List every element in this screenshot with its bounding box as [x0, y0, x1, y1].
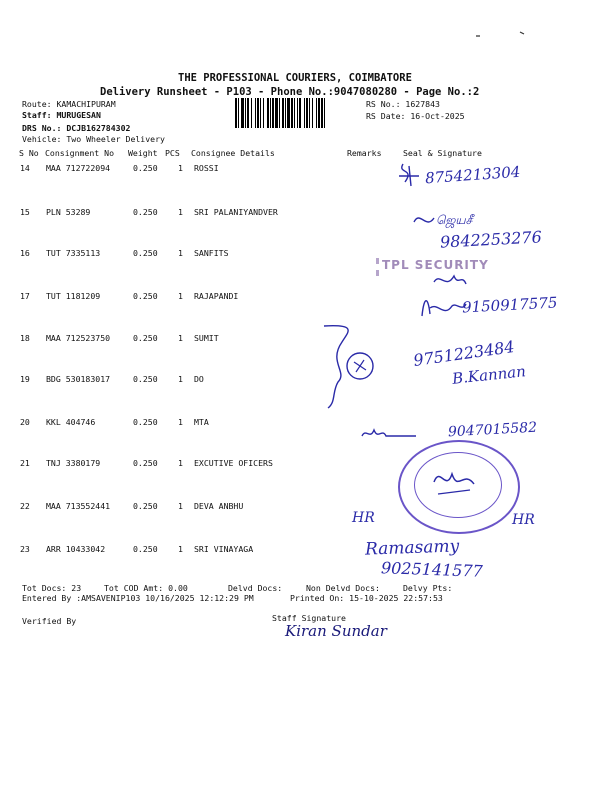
handwritten-name-23: Ramasamy — [364, 536, 460, 560]
non-delivered-docs: Non Delvd Docs: — [306, 583, 380, 593]
col-header-weight: Weight — [128, 148, 158, 158]
col-header-remarks: Remarks — [347, 148, 382, 158]
cell-consignment-no: TUT 1181209 — [46, 291, 101, 301]
col-header-seal: Seal & Signature — [403, 148, 482, 158]
handwritten-phone-23: 9025141577 — [380, 558, 484, 581]
barcode-image — [235, 98, 361, 128]
staff-signature-label: Staff Signature — [272, 613, 346, 623]
signature-mark-14 — [395, 160, 425, 190]
cell-pcs: 1 — [178, 501, 183, 511]
cell-consignee: SUMIT — [194, 333, 219, 343]
entered-by: Entered By :AMSAVENIP103 10/16/2025 12:12:29 PM — [22, 593, 254, 603]
route-label: Route: KAMACHIPURAM — [22, 99, 116, 109]
cell-consignment-no: ARR 10433042 — [46, 544, 106, 554]
cell-sno: 14 — [20, 163, 30, 173]
cell-consignment-no: PLN 53289 — [46, 207, 91, 217]
security-stamp: TPL SECURITY — [376, 258, 498, 276]
top-right-marks — [470, 28, 530, 42]
cell-pcs: 1 — [178, 291, 183, 301]
company-title: THE PROFESSIONAL COURIERS, COIMBATORE — [178, 72, 412, 84]
vehicle-label: Vehicle: Two Wheeler Delivery — [22, 134, 165, 144]
delivery-points: Delvy Pts: — [403, 583, 453, 593]
signature-mark-17 — [418, 292, 468, 322]
cell-consignee: DO — [194, 374, 204, 384]
drs-number: DRS No.: DCJB162784302 — [22, 123, 131, 133]
cell-sno: 20 — [20, 417, 30, 427]
cell-sno: 19 — [20, 374, 30, 384]
cell-consignment-no: BDG 530183017 — [46, 374, 111, 384]
cell-consignee: EXCUTIVE OFICERS — [194, 458, 273, 468]
signature-mark-18 — [318, 322, 388, 412]
signature-mark-21 — [430, 462, 480, 502]
cell-sno: 18 — [20, 333, 30, 343]
handwritten-name-19: B.Kannan — [451, 362, 527, 388]
rs-number: RS No.: 1627843 — [366, 99, 440, 109]
cell-consignee: RAJAPANDI — [194, 291, 239, 301]
cell-weight: 0.250 — [133, 544, 158, 554]
handwritten-name-16: ஜெயசீ — [436, 213, 473, 227]
col-header-sno: S No — [19, 148, 39, 158]
cell-consignment-no: TUT 7335113 — [46, 248, 101, 258]
cell-consignee: MTA — [194, 417, 209, 427]
cell-consignee: SRI PALANIYANDVER — [194, 207, 278, 217]
cell-weight: 0.250 — [133, 374, 158, 384]
col-header-consignment: Consignment No — [45, 148, 115, 158]
cell-sno: 15 — [20, 207, 30, 217]
cell-pcs: 1 — [178, 417, 183, 427]
handwritten-phone-20: 9047015582 — [447, 419, 538, 441]
verified-by-label: Verified By — [22, 616, 77, 626]
cell-consignment-no: TNJ 3380179 — [46, 458, 101, 468]
cell-weight: 0.250 — [133, 291, 158, 301]
cell-weight: 0.250 — [133, 417, 158, 427]
cell-pcs: 1 — [178, 544, 183, 554]
runsheet-subtitle: Delivery Runsheet - P103 - Phone No.:9047080280 - Page No.:2 — [100, 86, 480, 98]
cell-pcs: 1 — [178, 248, 183, 258]
signature-mark-15 — [412, 208, 436, 232]
cell-weight: 0.250 — [133, 248, 158, 258]
cell-consignment-no: KKL 404746 — [46, 417, 96, 427]
signature-mark-20 — [360, 422, 420, 442]
cell-weight: 0.250 — [133, 458, 158, 468]
cell-sno: 23 — [20, 544, 30, 554]
handwritten-hr-22b: HR — [512, 512, 535, 528]
handwritten-phone-16: 9842253276 — [439, 227, 543, 252]
cell-sno: 22 — [20, 501, 30, 511]
cell-sno: 21 — [20, 458, 30, 468]
cell-consignee: DEVA ANBHU — [194, 501, 244, 511]
total-docs: Tot Docs: 23 — [22, 583, 82, 593]
cell-consignment-no: MAA 713552441 — [46, 501, 111, 511]
cell-pcs: 1 — [178, 374, 183, 384]
cell-consignee: SANFITS — [194, 248, 229, 258]
col-header-consignee: Consignee Details — [191, 148, 275, 158]
handwritten-phone-17: 9150917575 — [461, 293, 558, 317]
delivered-docs: Delvd Docs: — [228, 583, 283, 593]
cell-pcs: 1 — [178, 163, 183, 173]
cell-sno: 17 — [20, 291, 30, 301]
rs-date: RS Date: 16-Oct-2025 — [366, 111, 465, 121]
cell-pcs: 1 — [178, 333, 183, 343]
handwritten-phone-19: 9751223484 — [412, 337, 516, 370]
staff-label: Staff: MURUGESAN — [22, 110, 101, 120]
col-header-pcs: PCS — [165, 148, 180, 158]
cell-weight: 0.250 — [133, 333, 158, 343]
cell-weight: 0.250 — [133, 163, 158, 173]
cell-consignee: SRI VINAYAGA — [194, 544, 254, 554]
staff-signature: Kiran Sundar — [285, 622, 387, 640]
signature-mark-security — [432, 270, 468, 292]
cell-pcs: 1 — [178, 458, 183, 468]
printed-on: Printed On: 15-10-2025 22:57:53 — [290, 593, 443, 603]
cell-consignment-no: MAA 712722094 — [46, 163, 111, 173]
cell-weight: 0.250 — [133, 501, 158, 511]
total-cod-amount: Tot COD Amt: 0.00 — [104, 583, 188, 593]
cell-sno: 16 — [20, 248, 30, 258]
cell-consignee: ROSSI — [194, 163, 219, 173]
handwritten-phone-14: 8754213304 — [424, 162, 521, 188]
handwritten-hr-22a: HR — [352, 510, 375, 526]
cell-weight: 0.250 — [133, 207, 158, 217]
cell-pcs: 1 — [178, 207, 183, 217]
cell-consignment-no: MAA 712523750 — [46, 333, 111, 343]
